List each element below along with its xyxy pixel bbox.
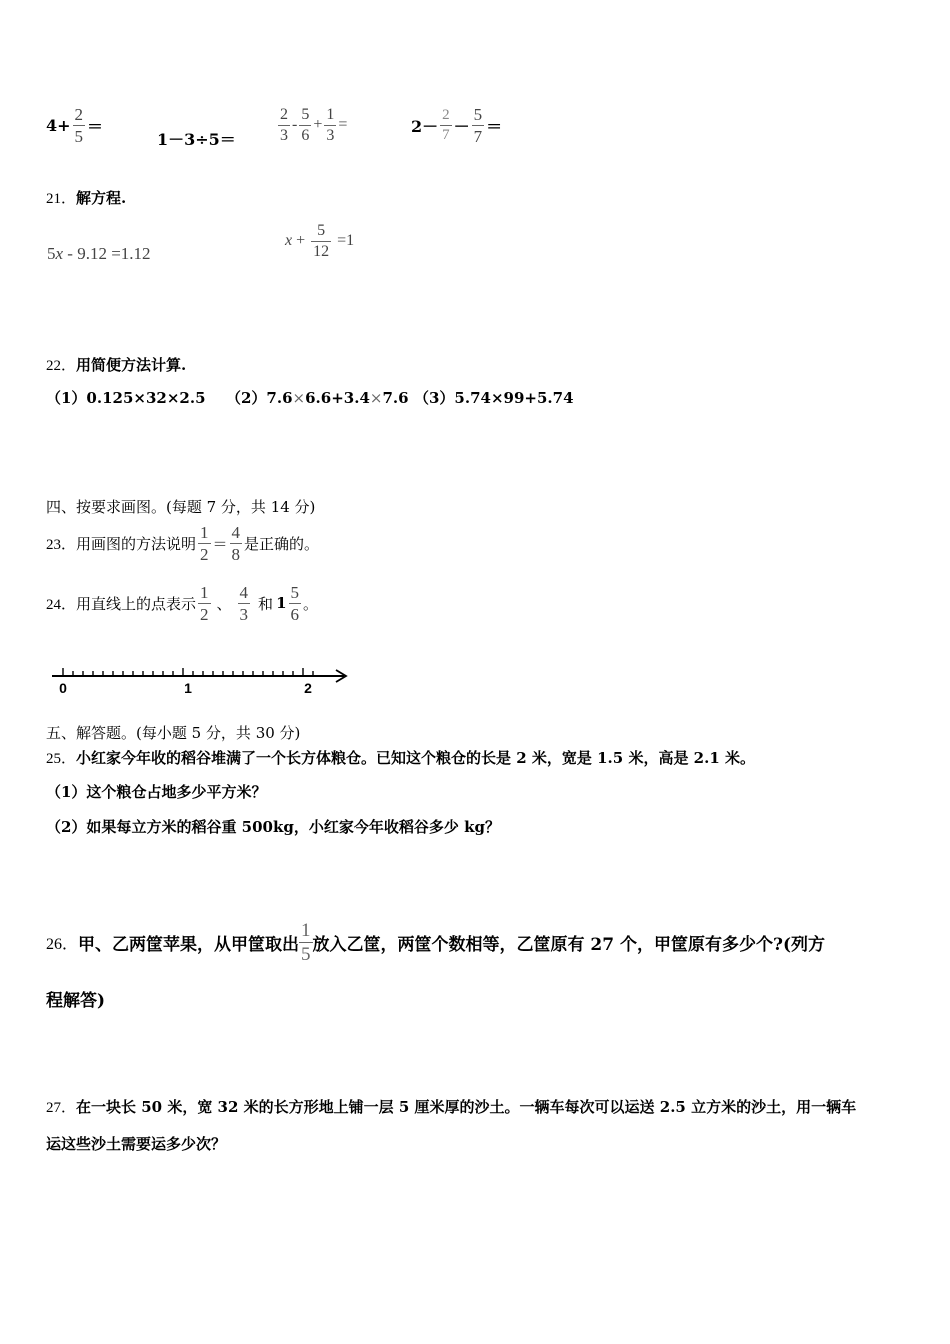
- question-text: 用直线上的点表示: [76, 594, 197, 613]
- equation-rest: - 9.12 =1.12: [63, 244, 151, 263]
- question-27: [46, 1096, 856, 1117]
- number-line: [46, 660, 356, 700]
- variable: x: [285, 232, 293, 249]
- fraction-denominator: 3: [326, 126, 335, 144]
- problem-1: （1）0.125×32×2.5: [46, 389, 206, 407]
- problem-2-part-b: 6.6+3.4: [305, 389, 370, 407]
- question-number: 26．: [46, 935, 79, 953]
- fraction-numerator: 4: [239, 582, 249, 602]
- question-text-end: 是正确的。: [244, 534, 320, 553]
- fraction-numerator: 5: [301, 105, 310, 123]
- question-21-heading: [46, 187, 126, 208]
- fraction: [230, 524, 243, 563]
- question-23: [46, 520, 319, 566]
- plus-sign: +: [292, 232, 310, 249]
- question-number: 23．: [46, 536, 77, 553]
- expr4-prefix: 2－: [411, 116, 439, 136]
- question-number: 24．: [46, 596, 77, 613]
- question-27-line-2: 运这些沙土需要运多少次？: [46, 1135, 227, 1153]
- question-24: [46, 578, 318, 628]
- problem-2: [226, 387, 409, 408]
- expression-2: 1－3÷5＝: [157, 130, 236, 149]
- tick-marks: [63, 668, 313, 676]
- question-26: [46, 914, 825, 970]
- question-number: 25．: [46, 751, 77, 767]
- fraction-denominator: 7: [442, 126, 450, 143]
- question-text-continued: 放入乙筐，两筐个数相等，乙筐原有 27 个，甲筐原有多少个?(列方: [312, 934, 826, 955]
- fraction: [299, 921, 313, 964]
- equals-sign: =: [338, 116, 348, 133]
- question-text: 用画图的方法说明: [76, 534, 197, 553]
- question-number: 21．: [46, 191, 77, 207]
- fraction-numerator: 2: [442, 106, 450, 123]
- fraction-denominator: 6: [301, 126, 310, 144]
- problem-2-part-a: （2）7.6: [226, 389, 293, 407]
- conjunction: 和: [258, 594, 274, 613]
- question-25: [46, 747, 755, 768]
- fraction: [289, 584, 302, 623]
- fraction-denominator: 7: [473, 126, 483, 146]
- problem-3: （3）5.74×99+5.74: [414, 389, 574, 407]
- fraction-denominator: 2: [200, 544, 209, 564]
- fraction-denominator: 2: [200, 604, 209, 624]
- section-4-heading: 四、按要求画图。(每题 7 分，共 14 分): [46, 498, 316, 516]
- fraction: [198, 584, 211, 623]
- coefficient: 5: [47, 244, 56, 263]
- fraction: [278, 107, 290, 144]
- expr1-prefix: 4+: [46, 115, 71, 135]
- fraction-numerator: 5: [290, 582, 299, 602]
- fraction-numerator: 2: [74, 104, 84, 124]
- times-sign: ×: [292, 389, 306, 407]
- tick-label-1: 1: [184, 680, 192, 696]
- whole-number: 1: [276, 594, 287, 612]
- fraction: [311, 223, 331, 260]
- question-title: 解方程.: [76, 189, 127, 207]
- question-text: 甲、乙两筐苹果，从甲筐取出: [78, 934, 300, 955]
- question-title: 用简便方法计算.: [76, 356, 187, 374]
- problem-2-part-c: 7.6: [382, 389, 409, 407]
- plus-sign: +: [313, 116, 323, 133]
- equation-1: [47, 244, 151, 264]
- fraction-numerator: 1: [326, 105, 335, 123]
- question-25-sub-1: （1）这个粮仓占地多少平方米？: [46, 783, 267, 801]
- period: 。: [303, 594, 319, 613]
- equals-sign: ＝: [212, 534, 228, 553]
- fraction-numerator: 5: [473, 104, 483, 124]
- fraction-denominator: 5: [74, 126, 84, 146]
- fraction: [238, 584, 251, 623]
- fraction: [324, 107, 336, 144]
- fraction: [299, 107, 311, 144]
- fraction-numerator: 1: [301, 919, 311, 941]
- equals-sign: ＝: [87, 116, 104, 136]
- fraction-denominator: 3: [239, 604, 249, 624]
- separator: 、: [216, 594, 232, 613]
- equation-2: [285, 218, 354, 264]
- question-26-line-2: 程解答): [46, 991, 106, 1011]
- fraction: [198, 524, 211, 563]
- fraction: [73, 106, 86, 145]
- minus-sign: -: [292, 116, 298, 133]
- fraction-denominator: 8: [231, 544, 241, 564]
- fraction-denominator: 3: [280, 126, 288, 144]
- question-text: 小红家今年收的稻谷堆满了一个长方体粮仓。已知这个粮仓的长是 2 米，宽是 1.5 米，高是 2.1 米。: [76, 749, 755, 767]
- question-25-sub-2: （2）如果每立方米的稻谷重 500kg，小红家今年收稻谷多少 kg？: [46, 818, 500, 836]
- fraction-numerator: 4: [231, 522, 241, 542]
- tick-label-0: 0: [59, 680, 67, 696]
- fraction-denominator: 6: [290, 604, 299, 624]
- tick-label-2: 2: [304, 680, 312, 696]
- section-5-heading: 五、解答题。(每小题 5 分，共 30 分): [46, 724, 301, 742]
- equation-rest: =1: [333, 232, 355, 249]
- equals-sign: ＝: [486, 116, 503, 136]
- question-number: 27．: [46, 1100, 77, 1116]
- question-text: 在一块长 50 米，宽 32 米的长方形地上铺一层 5 厘米厚的沙土。一辆车每次可以运送 2.5 立方米的沙土，用一辆车: [76, 1098, 857, 1116]
- fraction-denominator: 12: [313, 242, 330, 260]
- fraction: [440, 108, 452, 143]
- expression-1: [46, 100, 103, 150]
- minus-sign: －: [453, 116, 470, 136]
- fraction-numerator: 5: [317, 221, 326, 239]
- expression-4: [411, 100, 502, 150]
- fraction-numerator: 2: [280, 105, 288, 123]
- fraction-numerator: 1: [200, 582, 209, 602]
- times-sign: ×: [369, 389, 383, 407]
- fraction-denominator: 5: [301, 943, 311, 965]
- expression-3: [276, 100, 347, 150]
- question-22-heading: [46, 354, 186, 375]
- question-number: 22．: [46, 358, 77, 374]
- variable: x: [55, 244, 64, 263]
- fraction: [472, 106, 485, 145]
- fraction-numerator: 1: [200, 522, 209, 542]
